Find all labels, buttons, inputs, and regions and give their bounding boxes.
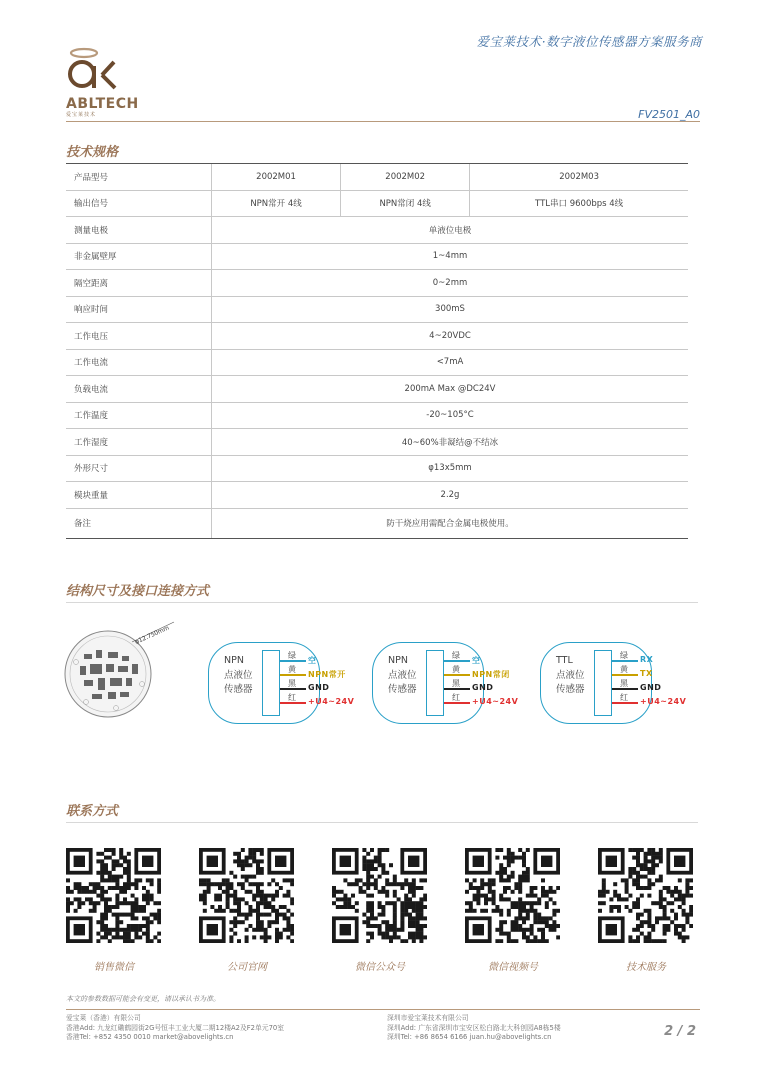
wire-signal: 空 <box>472 656 481 665</box>
spec-row-value: 200mA Max @DC24V <box>212 376 689 403</box>
page-number: 2 / 2 <box>664 1024 696 1039</box>
footer-hk-info <box>66 1014 284 1043</box>
structure-section-title: 结构尺寸及接口连接方式 <box>66 584 210 599</box>
footer-sz-company: 深圳市爱宝莱技术有限公司 <box>387 1014 469 1022</box>
wiring-diagram <box>372 640 522 726</box>
spec-row-value: 防干烧应用需配合金属电极使用。 <box>212 508 689 538</box>
spec-row <box>66 243 688 270</box>
wire-color-name: 绿 <box>620 651 628 660</box>
spec-row-value: 2002M03 <box>470 164 688 191</box>
spec-row-label: 工作电压 <box>66 323 212 350</box>
logo-text: ABLTECH <box>66 96 139 112</box>
qr-code-label: 销售微信 <box>94 962 134 973</box>
wire-signal: GND <box>472 683 494 692</box>
spec-row-value: 40~60%非凝结@不结冰 <box>212 429 689 456</box>
spec-row-value: TTL串口 9600bps 4线 <box>470 190 688 217</box>
spec-row <box>66 455 688 482</box>
qr-code-label: 公司官网 <box>227 962 267 973</box>
spec-row-label: 测量电极 <box>66 217 212 244</box>
spec-row <box>66 482 688 509</box>
sensor-label-line: 传感器 <box>224 684 253 696</box>
spec-row-label: 非金属壁厚 <box>66 243 212 270</box>
wire-color-name: 黄 <box>452 665 460 674</box>
spec-row-value: 0~2mm <box>212 270 689 297</box>
wire-signal: TX <box>640 669 653 678</box>
connector-block <box>262 650 280 716</box>
spec-row-label: 模块重量 <box>66 482 212 509</box>
wire-signal: NPN常闭 <box>472 670 510 679</box>
contact-divider <box>66 822 698 823</box>
spec-row-value: 4~20VDC <box>212 323 689 350</box>
qr-code-label: 技术服务 <box>626 962 666 973</box>
wire-signal: NPN常开 <box>308 670 346 679</box>
sensor-label-line: NPN <box>388 655 408 666</box>
spec-table <box>66 163 688 539</box>
wire-signal: GND <box>308 683 330 692</box>
spec-row <box>66 190 688 217</box>
spec-row-value: 2.2g <box>212 482 689 509</box>
wire-signal: +U4~24V <box>308 697 355 706</box>
wire-color-name: 黑 <box>452 679 460 688</box>
sensor-label <box>556 654 585 698</box>
footer-hk-company: 爱宝莱（香港）有限公司 <box>66 1014 141 1022</box>
sensor-label-line: 点液位 <box>224 669 253 681</box>
disclaimer-note: 本文的参数数据可能会有变更，请以承认书为准。 <box>66 995 220 1003</box>
spec-row-value: φ13x5mm <box>212 455 689 482</box>
footer-sz-contact: 深圳Tel: +86 8654 6166 juan.hu@abovelights.cn <box>387 1033 552 1042</box>
spec-row-value: 1~4mm <box>212 243 689 270</box>
pcb-dimension-label: φ12.750mm <box>133 624 171 646</box>
connector-block <box>426 650 444 716</box>
spec-row <box>66 508 688 538</box>
spec-row-value: <7mA <box>212 349 689 376</box>
wire-signal: 空 <box>308 656 317 665</box>
wire-signal: +U4~24V <box>640 697 687 706</box>
sensor-label-line: 传感器 <box>388 684 417 696</box>
spec-row <box>66 349 688 376</box>
qr-code-label: 微信视频号 <box>488 962 538 973</box>
spec-row-label: 外形尺寸 <box>66 455 212 482</box>
spec-row <box>66 376 688 403</box>
document-number: FV2501_A0 <box>638 108 700 121</box>
spec-row <box>66 429 688 456</box>
wire-color-name: 黄 <box>288 665 296 674</box>
spec-row-value: 单液位电极 <box>212 217 689 244</box>
wire-color-name: 黄 <box>620 665 628 674</box>
footer-hk-contact: 香港Tel: +852 4350 0010 market@abovelights.cn <box>66 1033 234 1042</box>
wire-signal: +U4~24V <box>472 697 519 706</box>
spec-row-label: 备注 <box>66 508 212 538</box>
spec-row-label: 工作温度 <box>66 402 212 429</box>
wire-color-name: 黑 <box>288 679 296 688</box>
header-tagline: 爱宝莱技术·数字液位传感器方案服务商 <box>476 34 702 49</box>
wiring-diagram <box>540 640 690 726</box>
footer-divider <box>66 1009 700 1010</box>
sensor-label-line: 点液位 <box>388 669 417 681</box>
spec-row <box>66 323 688 350</box>
wire-signal: GND <box>640 683 662 692</box>
spec-row-label: 产品型号 <box>66 164 212 191</box>
sensor-label-line: NPN <box>224 655 244 666</box>
wire-color-name: 红 <box>620 693 628 702</box>
footer-hk-address: 香港Add: 九龙红磡鹤园街2G号恒丰工业大厦二期12楼A2及F2单元70室 <box>66 1023 285 1032</box>
logo-subtext: 爱宝莱技术 <box>66 112 97 118</box>
qr-code-icon <box>199 848 294 943</box>
spec-row-label: 负载电流 <box>66 376 212 403</box>
qr-code-icon <box>598 848 693 943</box>
spec-row <box>66 402 688 429</box>
spec-row <box>66 296 688 323</box>
spec-row-value: NPN常闭 4线 <box>341 190 470 217</box>
spec-row-value: NPN常开 4线 <box>212 190 341 217</box>
spec-row-value: 2002M01 <box>212 164 341 191</box>
pcb-drawing <box>56 614 186 724</box>
wiring-diagram <box>208 640 358 726</box>
contact-section-title: 联系方式 <box>66 804 119 819</box>
spec-row <box>66 217 688 244</box>
wire-color-name: 绿 <box>288 651 296 660</box>
wire-signal: RX <box>640 655 654 664</box>
sensor-label-line: 传感器 <box>556 684 585 696</box>
wire-color-name: 红 <box>288 693 296 702</box>
qr-code-icon <box>66 848 161 943</box>
spec-row-label: 输出信号 <box>66 190 212 217</box>
spec-row <box>66 164 688 191</box>
header-divider <box>66 121 700 122</box>
qr-code-icon <box>465 848 560 943</box>
qr-code-label: 微信公众号 <box>355 962 405 973</box>
wire-color-name: 绿 <box>452 651 460 660</box>
spec-section-title: 技术规格 <box>66 145 119 160</box>
sensor-label-line: TTL <box>556 655 573 666</box>
connector-block <box>594 650 612 716</box>
wire-color-name: 红 <box>452 693 460 702</box>
sensor-label <box>388 654 417 698</box>
spec-row-value: 2002M02 <box>341 164 470 191</box>
spec-row <box>66 270 688 297</box>
sensor-label <box>224 654 253 698</box>
footer-sz-info <box>387 1014 561 1043</box>
wire-color-name: 黑 <box>620 679 628 688</box>
structure-divider <box>66 602 698 603</box>
spec-row-label: 隔空距离 <box>66 270 212 297</box>
spec-row-label: 响应时间 <box>66 296 212 323</box>
sensor-label-line: 点液位 <box>556 669 585 681</box>
spec-row-label: 工作湿度 <box>66 429 212 456</box>
footer-sz-address: 深圳Add: 广东省深圳市宝安区松白路北大科创园A8栋5楼 <box>387 1023 561 1032</box>
spec-row-value: -20~105°C <box>212 402 689 429</box>
spec-row-label: 工作电流 <box>66 349 212 376</box>
spec-row-value: 300mS <box>212 296 689 323</box>
qr-code-icon <box>332 848 427 943</box>
